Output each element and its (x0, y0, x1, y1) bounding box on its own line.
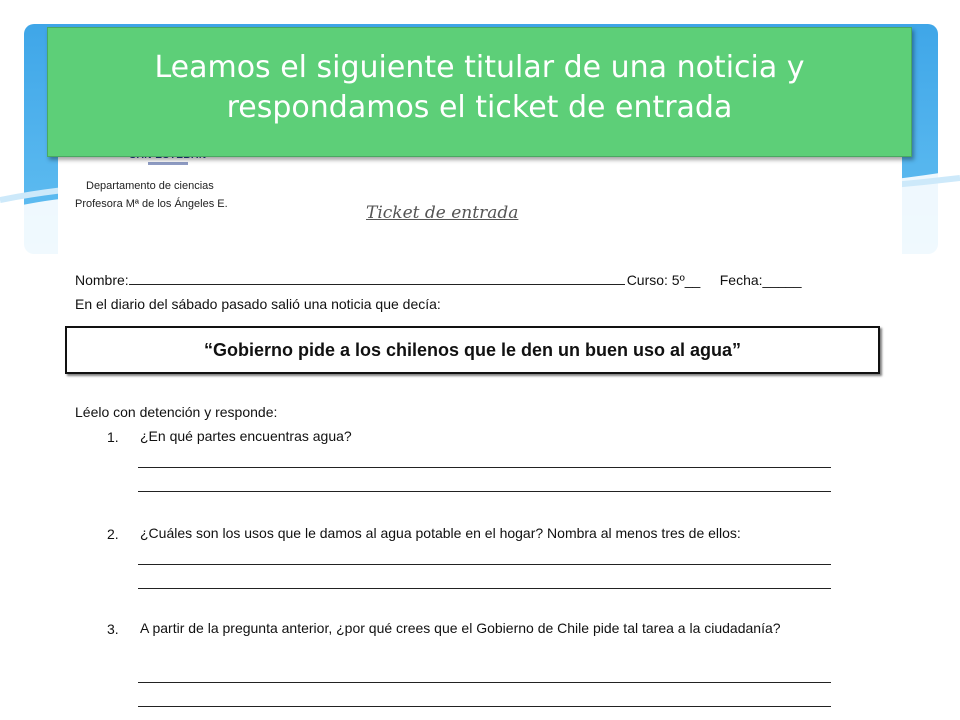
question-number: 2. (107, 526, 119, 542)
teacher-label: Profesora Mª de los Ángeles E. (75, 198, 228, 210)
answer-line (138, 588, 831, 589)
course-label: Curso: 5º__ (626, 272, 701, 288)
date-label: Fecha:_____ (719, 272, 802, 288)
ticket-title: Ticket de entrada (366, 203, 519, 223)
slide-title: Leamos el siguiente titular de una noticia y respondamos el ticket de entrada (154, 50, 805, 125)
question-number: 1. (107, 429, 119, 445)
answer-line (138, 491, 831, 492)
answer-line (138, 682, 831, 683)
school-tagline-mark (148, 162, 188, 165)
worksheet-page (58, 142, 902, 720)
question-number: 3. (107, 621, 119, 637)
answer-line (138, 467, 831, 468)
news-headline: “Gobierno pide a los chilenos que le den un buen uso al agua” (203, 339, 742, 360)
answer-line (138, 564, 831, 565)
answer-line (138, 706, 831, 707)
slide-title-box (47, 27, 912, 157)
instruction-text: Léelo con detención y responde: (75, 404, 278, 420)
question-text: ¿En qué partes encuentras agua? (140, 428, 352, 444)
name-field-row (75, 272, 801, 288)
question-text: A partir de la pregunta anterior, ¿por qué crees que el Gobierno de Chile pide tal tarea a la ciudadanía? (140, 620, 781, 636)
department-label: Departamento de ciencias (86, 180, 214, 192)
headline-box (65, 326, 880, 374)
name-label: Nombre: (75, 272, 129, 288)
question-text: ¿Cuáles son los usos que le damos al agua potable en el hogar? Nombra al menos tres de ellos: (140, 525, 741, 541)
intro-text: En el diario del sábado pasado salió una noticia que decía: (75, 296, 441, 312)
name-blank-line (129, 284, 625, 285)
